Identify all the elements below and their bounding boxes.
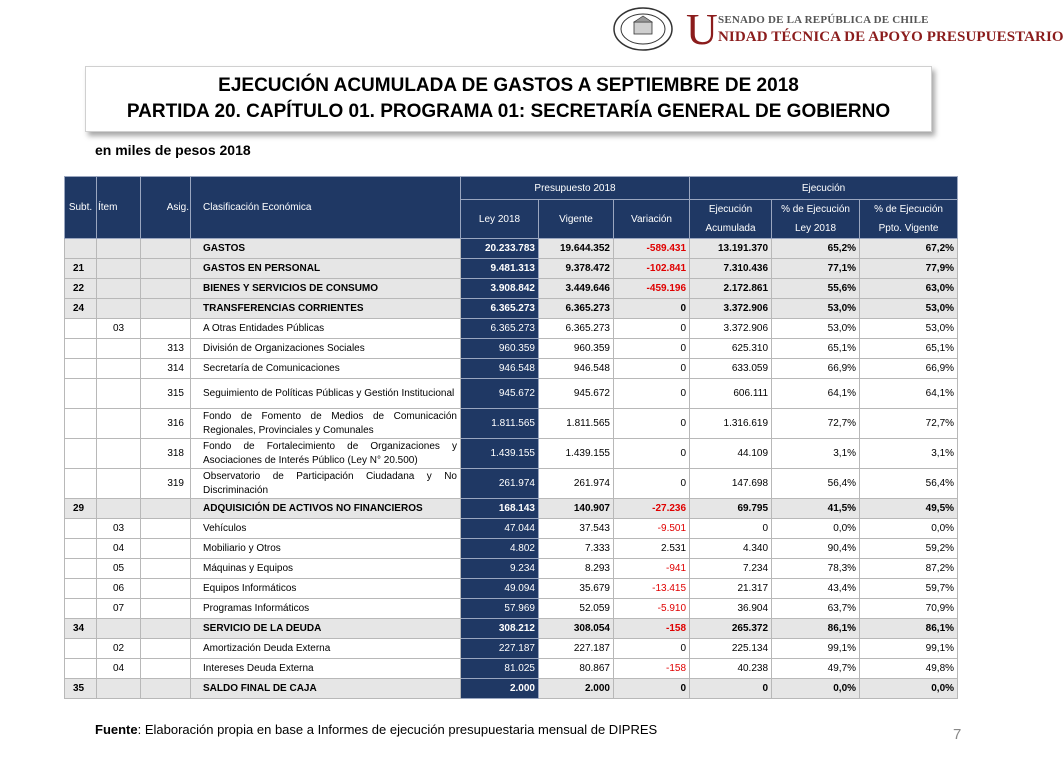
cell-variacion: 2.531 (614, 539, 690, 559)
cell-asig: 313 (141, 339, 191, 359)
cell-item (97, 259, 141, 279)
cell-clasificacion: Observatorio de Participación Ciudadana y No Discriminación (191, 469, 461, 499)
cell-subt (65, 359, 97, 379)
cell-ejecucion: 1.316.619 (690, 409, 772, 439)
cell-ejecucion: 265.372 (690, 619, 772, 639)
table-row (65, 409, 958, 439)
cell-pct-ley: 90,4% (772, 539, 860, 559)
cell-subt (65, 469, 97, 499)
cell-pct-vigente: 77,9% (860, 259, 958, 279)
cell-subt: 29 (65, 499, 97, 519)
cell-pct-vigente: 53,0% (860, 299, 958, 319)
table-row (65, 359, 958, 379)
cell-ejecucion: 0 (690, 679, 772, 699)
cell-pct-ley: 63,7% (772, 599, 860, 619)
cell-item: 06 (97, 579, 141, 599)
cell-pct-ley: 55,6% (772, 279, 860, 299)
cell-vigente: 2.000 (539, 679, 614, 699)
cell-item (97, 239, 141, 259)
cell-vigente: 9.378.472 (539, 259, 614, 279)
cell-asig (141, 559, 191, 579)
cell-pct-ley: 56,4% (772, 469, 860, 499)
cell-clasificacion: SERVICIO DE LA DEUDA (191, 619, 461, 639)
cell-subt (65, 439, 97, 469)
cell-item: 02 (97, 639, 141, 659)
col-header-pct-ley-b: Ley 2018 (772, 219, 860, 239)
cell-clasificacion: Fondo de Fomento de Medios de Comunicación Regionales, Provinciales y Comunales (191, 409, 461, 439)
cell-ley: 3.908.842 (461, 279, 539, 299)
cell-ley: 227.187 (461, 639, 539, 659)
unidad-initial-letter: U (686, 5, 718, 54)
cell-pct-vigente: 65,1% (860, 339, 958, 359)
source-text: : Elaboración propia en base a Informes de ejecución presupuestaria mensual de DIPRES (137, 722, 658, 737)
cell-item (97, 619, 141, 639)
table-row (65, 499, 958, 519)
cell-item: 03 (97, 319, 141, 339)
cell-ejecucion: 40.238 (690, 659, 772, 679)
cell-variacion: -158 (614, 619, 690, 639)
cell-asig: 318 (141, 439, 191, 469)
cell-variacion: -5.910 (614, 599, 690, 619)
cell-pct-ley: 3,1% (772, 439, 860, 469)
cell-variacion: 0 (614, 439, 690, 469)
cell-item (97, 379, 141, 409)
cell-asig (141, 659, 191, 679)
cell-asig: 314 (141, 359, 191, 379)
col-header-clasificacion: Clasificación Económica (191, 177, 461, 239)
cell-asig (141, 239, 191, 259)
col-header-pct-vig-a: % de Ejecución (860, 200, 958, 220)
cell-item (97, 499, 141, 519)
cell-item (97, 279, 141, 299)
cell-vigente: 3.449.646 (539, 279, 614, 299)
cell-subt (65, 339, 97, 359)
cell-asig (141, 499, 191, 519)
cell-pct-vigente: 64,1% (860, 379, 958, 409)
cell-clasificacion: Intereses Deuda Externa (191, 659, 461, 679)
cell-variacion: -27.236 (614, 499, 690, 519)
cell-item: 04 (97, 539, 141, 559)
cell-ley: 2.000 (461, 679, 539, 699)
cell-item (97, 469, 141, 499)
table-row (65, 279, 958, 299)
cell-variacion: 0 (614, 639, 690, 659)
cell-vigente: 7.333 (539, 539, 614, 559)
cell-pct-vigente: 70,9% (860, 599, 958, 619)
table-row (65, 679, 958, 699)
table-row (65, 319, 958, 339)
units-subtitle: en miles de pesos 2018 (95, 142, 251, 158)
cell-item: 03 (97, 519, 141, 539)
cell-pct-ley: 64,1% (772, 379, 860, 409)
cell-ley: 168.143 (461, 499, 539, 519)
cell-variacion: 0 (614, 339, 690, 359)
cell-pct-ley: 41,5% (772, 499, 860, 519)
cell-pct-ley: 0,0% (772, 679, 860, 699)
cell-ejecucion: 21.317 (690, 579, 772, 599)
cell-pct-ley: 99,1% (772, 639, 860, 659)
cell-asig (141, 279, 191, 299)
table-row (65, 239, 958, 259)
cell-vigente: 1.439.155 (539, 439, 614, 469)
cell-subt: 21 (65, 259, 97, 279)
cell-variacion: -589.431 (614, 239, 690, 259)
cell-pct-vigente: 63,0% (860, 279, 958, 299)
cell-ley: 9.234 (461, 559, 539, 579)
col-header-ley: Ley 2018 (461, 200, 539, 239)
cell-asig (141, 599, 191, 619)
cell-clasificacion: Seguimiento de Políticas Públicas y Gestión Institucional (191, 379, 461, 409)
cell-variacion: 0 (614, 299, 690, 319)
cell-asig: 315 (141, 379, 191, 409)
cell-ley: 946.548 (461, 359, 539, 379)
col-header-variacion: Variación (614, 200, 690, 239)
cell-ley: 4.802 (461, 539, 539, 559)
col-header-pct-ley-a: % de Ejecución (772, 200, 860, 220)
col-header-ejecucion-b: Acumulada (690, 219, 772, 239)
cell-variacion: -941 (614, 559, 690, 579)
cell-subt (65, 559, 97, 579)
cell-pct-vigente: 87,2% (860, 559, 958, 579)
cell-ejecucion: 7.234 (690, 559, 772, 579)
cell-vigente: 52.059 (539, 599, 614, 619)
cell-subt (65, 239, 97, 259)
cell-subt (65, 409, 97, 439)
cell-vigente: 1.811.565 (539, 409, 614, 439)
cell-ley: 47.044 (461, 519, 539, 539)
cell-ley: 9.481.313 (461, 259, 539, 279)
cell-vigente: 945.672 (539, 379, 614, 409)
table-row (65, 259, 958, 279)
cell-ejecucion: 7.310.436 (690, 259, 772, 279)
cell-asig (141, 639, 191, 659)
cell-vigente: 960.359 (539, 339, 614, 359)
cell-pct-vigente: 0,0% (860, 519, 958, 539)
cell-ejecucion: 3.372.906 (690, 319, 772, 339)
cell-variacion: -9.501 (614, 519, 690, 539)
cell-vigente: 6.365.273 (539, 299, 614, 319)
cell-variacion: 0 (614, 359, 690, 379)
cell-subt (65, 519, 97, 539)
cell-subt (65, 639, 97, 659)
cell-item (97, 409, 141, 439)
group-header-ejecucion: Ejecución (690, 177, 958, 200)
cell-ley: 49.094 (461, 579, 539, 599)
cell-clasificacion: Mobiliario y Otros (191, 539, 461, 559)
cell-pct-ley: 0,0% (772, 519, 860, 539)
cell-subt: 35 (65, 679, 97, 699)
cell-pct-ley: 53,0% (772, 299, 860, 319)
cell-asig (141, 539, 191, 559)
cell-pct-vigente: 53,0% (860, 319, 958, 339)
cell-vigente: 946.548 (539, 359, 614, 379)
cell-pct-vigente: 56,4% (860, 469, 958, 499)
cell-ejecucion: 3.372.906 (690, 299, 772, 319)
table-row (65, 619, 958, 639)
cell-ley: 20.233.783 (461, 239, 539, 259)
cell-subt: 24 (65, 299, 97, 319)
cell-ley: 57.969 (461, 599, 539, 619)
cell-pct-ley: 66,9% (772, 359, 860, 379)
cell-vigente: 37.543 (539, 519, 614, 539)
cell-ejecucion: 4.340 (690, 539, 772, 559)
cell-clasificacion: A Otras Entidades Públicas (191, 319, 461, 339)
budget-execution-table (64, 176, 958, 699)
cell-item (97, 439, 141, 469)
senado-seal-logo (612, 6, 674, 52)
table-row (65, 439, 958, 469)
cell-ley: 308.212 (461, 619, 539, 639)
cell-asig (141, 259, 191, 279)
col-header-item: Ítem (97, 177, 141, 239)
cell-pct-vigente: 49,5% (860, 499, 958, 519)
table-row (65, 659, 958, 679)
cell-ejecucion: 147.698 (690, 469, 772, 499)
cell-variacion: 0 (614, 469, 690, 499)
col-header-subt: Subt. (65, 177, 97, 239)
cell-pct-ley: 65,1% (772, 339, 860, 359)
cell-subt (65, 539, 97, 559)
col-header-pct-vig-b: Ppto. Vigente (860, 219, 958, 239)
cell-pct-vigente: 59,7% (860, 579, 958, 599)
table-row (65, 469, 958, 499)
cell-variacion: -459.196 (614, 279, 690, 299)
col-header-asig: Asig. (141, 177, 191, 239)
cell-pct-vigente: 99,1% (860, 639, 958, 659)
table-row (65, 379, 958, 409)
table-body (65, 239, 958, 699)
cell-ejecucion: 36.904 (690, 599, 772, 619)
cell-ley: 945.672 (461, 379, 539, 409)
group-header-presupuesto: Presupuesto 2018 (461, 177, 690, 200)
cell-clasificacion: Máquinas y Equipos (191, 559, 461, 579)
table-row (65, 599, 958, 619)
cell-subt (65, 379, 97, 409)
unidad-label: NIDAD TÉCNICA DE APOYO PRESUPUESTARIO (718, 29, 1064, 45)
cell-item (97, 299, 141, 319)
cell-pct-vigente: 86,1% (860, 619, 958, 639)
cell-ejecucion: 44.109 (690, 439, 772, 469)
cell-ley: 6.365.273 (461, 319, 539, 339)
page-number: 7 (953, 726, 962, 743)
cell-clasificacion: Amortización Deuda Externa (191, 639, 461, 659)
cell-vigente: 19.644.352 (539, 239, 614, 259)
cell-pct-vigente: 49,8% (860, 659, 958, 679)
cell-vigente: 35.679 (539, 579, 614, 599)
cell-variacion: 0 (614, 409, 690, 439)
cell-ley: 6.365.273 (461, 299, 539, 319)
cell-pct-vigente: 67,2% (860, 239, 958, 259)
cell-variacion: 0 (614, 319, 690, 339)
cell-item (97, 359, 141, 379)
cell-clasificacion: TRANSFERENCIAS CORRIENTES (191, 299, 461, 319)
table-row (65, 519, 958, 539)
cell-ejecucion: 13.191.370 (690, 239, 772, 259)
cell-asig (141, 299, 191, 319)
cell-item: 04 (97, 659, 141, 679)
cell-variacion: 0 (614, 379, 690, 409)
cell-ejecucion: 606.111 (690, 379, 772, 409)
cell-pct-vigente: 59,2% (860, 539, 958, 559)
cell-ley: 1.439.155 (461, 439, 539, 469)
cell-clasificacion: GASTOS EN PERSONAL (191, 259, 461, 279)
cell-clasificacion: SALDO FINAL DE CAJA (191, 679, 461, 699)
cell-subt (65, 659, 97, 679)
cell-ejecucion: 633.059 (690, 359, 772, 379)
cell-clasificacion: BIENES Y SERVICIOS DE CONSUMO (191, 279, 461, 299)
col-header-ejecucion-a: Ejecución (690, 200, 772, 220)
cell-subt (65, 579, 97, 599)
cell-clasificacion: GASTOS (191, 239, 461, 259)
cell-subt: 34 (65, 619, 97, 639)
cell-vigente: 140.907 (539, 499, 614, 519)
cell-clasificacion: Secretaría de Comunicaciones (191, 359, 461, 379)
cell-subt (65, 319, 97, 339)
cell-asig (141, 519, 191, 539)
table-row (65, 639, 958, 659)
table-row (65, 559, 958, 579)
cell-pct-ley: 78,3% (772, 559, 860, 579)
cell-asig (141, 579, 191, 599)
cell-pct-vigente: 3,1% (860, 439, 958, 469)
cell-pct-vigente: 72,7% (860, 409, 958, 439)
cell-clasificacion: División de Organizaciones Sociales (191, 339, 461, 359)
source-label: Fuente (95, 722, 138, 737)
cell-ejecucion: 69.795 (690, 499, 772, 519)
cell-clasificacion: Fondo de Fortalecimiento de Organizaciones y Asociaciones de Interés Público (Ley N° 20.500) (191, 439, 461, 469)
source-note (95, 722, 657, 737)
cell-asig (141, 679, 191, 699)
cell-variacion: -13.415 (614, 579, 690, 599)
cell-clasificacion: Vehículos (191, 519, 461, 539)
cell-ejecucion: 625.310 (690, 339, 772, 359)
cell-vigente: 80.867 (539, 659, 614, 679)
cell-ley: 1.811.565 (461, 409, 539, 439)
cell-item (97, 339, 141, 359)
table-row (65, 579, 958, 599)
cell-asig (141, 619, 191, 639)
cell-clasificacion: ADQUISICIÓN DE ACTIVOS NO FINANCIEROS (191, 499, 461, 519)
cell-ley: 960.359 (461, 339, 539, 359)
cell-variacion: -158 (614, 659, 690, 679)
cell-ejecucion: 0 (690, 519, 772, 539)
table-row (65, 339, 958, 359)
cell-item: 05 (97, 559, 141, 579)
cell-asig (141, 319, 191, 339)
cell-pct-vigente: 0,0% (860, 679, 958, 699)
cell-ejecucion: 225.134 (690, 639, 772, 659)
cell-pct-ley: 86,1% (772, 619, 860, 639)
cell-pct-ley: 49,7% (772, 659, 860, 679)
table-row (65, 539, 958, 559)
cell-ley: 81.025 (461, 659, 539, 679)
cell-clasificacion: Programas Informáticos (191, 599, 461, 619)
cell-pct-ley: 72,7% (772, 409, 860, 439)
cell-subt: 22 (65, 279, 97, 299)
cell-pct-ley: 53,0% (772, 319, 860, 339)
cell-ejecucion: 2.172.861 (690, 279, 772, 299)
cell-clasificacion: Equipos Informáticos (191, 579, 461, 599)
cell-variacion: 0 (614, 679, 690, 699)
cell-vigente: 308.054 (539, 619, 614, 639)
cell-asig: 319 (141, 469, 191, 499)
cell-vigente: 227.187 (539, 639, 614, 659)
title-box (85, 66, 932, 132)
title-line-2: PARTIDA 20. CAPÍTULO 01. PROGRAMA 01: SECRETARÍA GENERAL DE GOBIERNO (126, 101, 891, 122)
cell-pct-ley: 43,4% (772, 579, 860, 599)
cell-subt (65, 599, 97, 619)
cell-vigente: 8.293 (539, 559, 614, 579)
cell-vigente: 261.974 (539, 469, 614, 499)
budget-table-wrapper (64, 176, 957, 699)
cell-pct-ley: 77,1% (772, 259, 860, 279)
cell-pct-vigente: 66,9% (860, 359, 958, 379)
senado-label: SENADO DE LA REPÚBLICA DE CHILE (718, 14, 929, 26)
cell-ley: 261.974 (461, 469, 539, 499)
col-header-vigente: Vigente (539, 200, 614, 239)
cell-item (97, 679, 141, 699)
cell-asig: 316 (141, 409, 191, 439)
table-row (65, 299, 958, 319)
cell-pct-ley: 65,2% (772, 239, 860, 259)
cell-variacion: -102.841 (614, 259, 690, 279)
cell-item: 07 (97, 599, 141, 619)
title-line-1: EJECUCIÓN ACUMULADA DE GASTOS A SEPTIEMBRE DE 2018 (218, 75, 799, 96)
cell-vigente: 6.365.273 (539, 319, 614, 339)
